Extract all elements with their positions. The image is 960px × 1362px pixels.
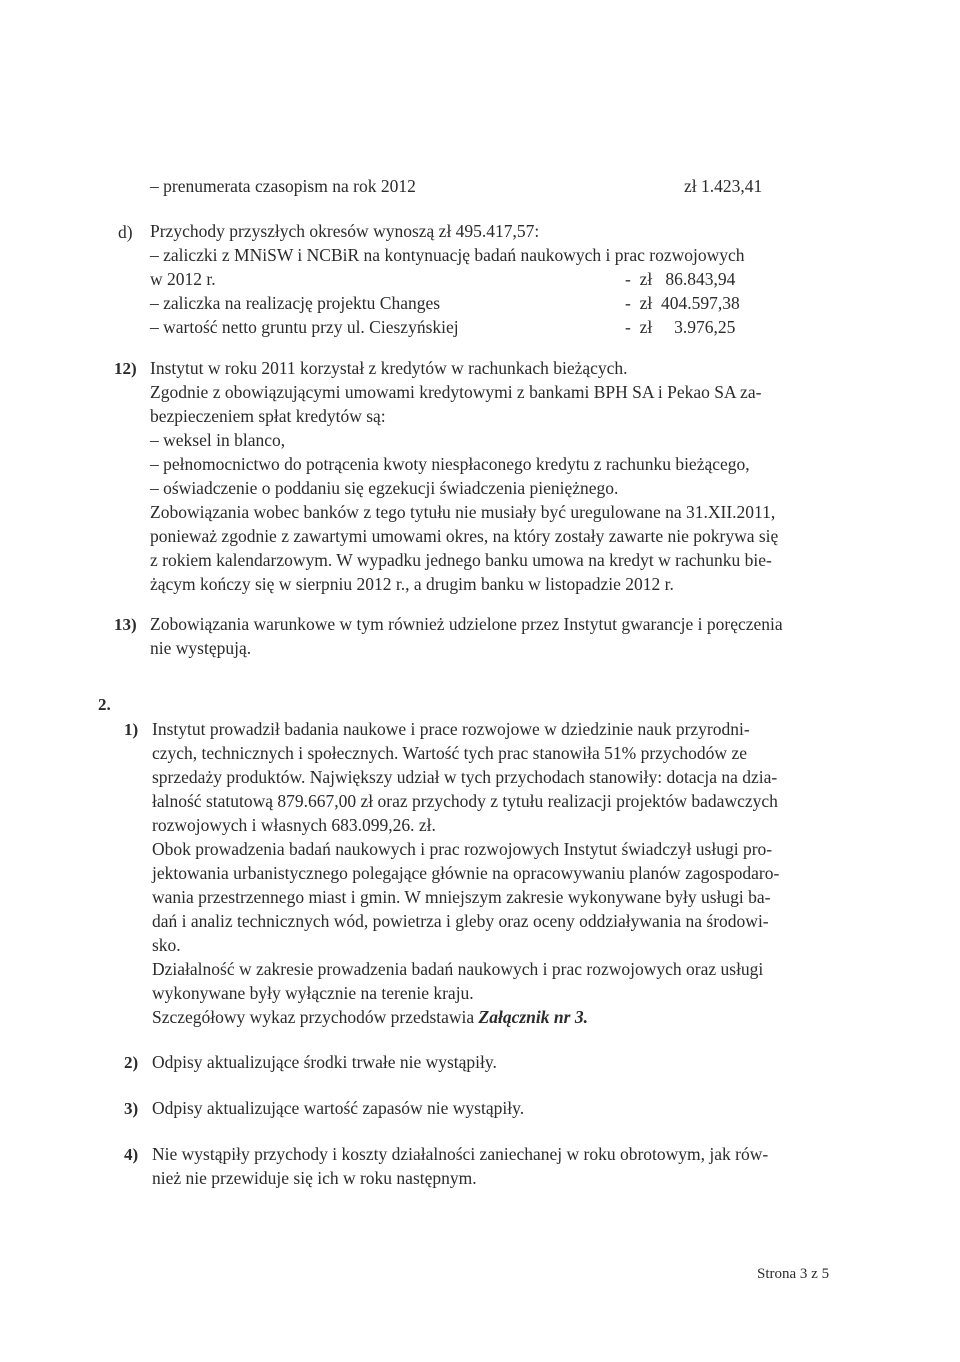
section-2-item-2-line: Odpisy aktualizujące środki trwałe nie wystąpiły. (152, 1052, 497, 1072)
subscription-amount: zł 1.423,41 (684, 176, 763, 196)
subscription-line: – prenumerata czasopism na rok 2012 (150, 176, 416, 196)
summary-prefix: Szczegółowy wykaz przychodów przedstawia (152, 1007, 479, 1027)
item-13-line: Zobowiązania warunkowe w tym również udzielone przez Instytut gwarancje i poręczenia (150, 614, 783, 634)
section-2-item-1-line: Instytut prowadził badania naukowe i prace rozwojowe w dziedzinie nauk przyrodni- (152, 719, 750, 739)
section-2-item-1-line: Obok prowadzenia badań naukowych i prac rozwojowych Instytut świadczył usługi pro- (152, 839, 773, 859)
item-12-line: – oświadczenie o poddaniu się egzekucji świadczenia pieniężnego. (150, 478, 619, 498)
section-d-amount: - zł 404.597,38 (625, 293, 740, 313)
page-number: Strona 3 z 5 (757, 1266, 830, 1282)
item-12-line: Zobowiązania wobec banków z tego tytułu nie musiały być uregulowane na 31.XII.2011, (150, 502, 776, 522)
attachment-reference: Załącznik nr 3. (478, 1007, 588, 1027)
section-d-amount: - zł 3.976,25 (625, 317, 736, 337)
section-2-item-1-line: jektowania urbanistycznego polegające głównie na opracowywaniu planów zagospodaro- (152, 863, 780, 883)
section-2-item-1-line: łalność statutową 879.667,00 zł oraz przychody z tytułu realizacji projektów badawczych (152, 791, 778, 811)
section-d-line: – zaliczka na realizację projektu Changes (150, 293, 441, 313)
section-2-item-1-line: sko. (152, 935, 181, 955)
section-2-item-2-marker: 2) (124, 1053, 139, 1072)
item-12-marker: 12) (114, 359, 137, 378)
item-13-marker: 13) (114, 615, 137, 634)
section-2-item-3-line: Odpisy aktualizujące wartość zapasów nie wystąpiły. (152, 1098, 525, 1118)
section-2-item-1-summary-line (152, 1006, 588, 1028)
item-12-line: z rokiem kalendarzowym. W wypadku jednego banku umowa na kredyt w rachunku bie- (150, 550, 772, 570)
section-2-marker: 2. (98, 695, 111, 714)
item-12-line: ponieważ zgodnie z zawartymi umowami okres, na który zostały zawarte nie pokrywa się (150, 526, 779, 546)
item-12-line: Zgodnie z obowiązującymi umowami kredytowymi z bankami BPH SA i Pekao SA za- (150, 382, 762, 402)
item-12-line: żącym kończy się w sierpniu 2012 r., a drugim banku w listopadzie 2012 r. (150, 574, 674, 594)
section-2-item-4-line: nież nie przewiduje się ich w roku następnym. (152, 1168, 477, 1188)
section-2-item-1-line: wania przestrzennego miast i gmin. W mniejszym zakresie wykonywane były usługi ba- (152, 887, 771, 907)
section-d-heading: Przychody przyszłych okresów wynoszą zł 495.417,57: (150, 221, 540, 241)
section-2-item-4-line: Nie wystąpiły przychody i koszty działalności zaniechanej w roku obrotowym, jak rów- (152, 1144, 769, 1164)
section-2-item-1-line: Działalność w zakresie prowadzenia badań naukowych i prac rozwojowych oraz usługi (152, 959, 764, 979)
item-12-line: – weksel in blanco, (150, 430, 286, 450)
section-2-item-1-line: wykonywane były wyłącznie na terenie kraju. (152, 983, 474, 1003)
section-d-line: w 2012 r. (150, 269, 216, 289)
section-2-item-1-line: sprzedaży produktów. Największy udział w tych przychodach stanowiły: dotacja na dzia- (152, 767, 778, 787)
section-2-item-1-marker: 1) (124, 720, 139, 739)
section-2-item-1-line: czych, technicznych i społecznych. Wartość tych prac stanowiła 51% przychodów ze (152, 743, 747, 763)
item-12-line: bezpieczeniem spłat kredytów są: (150, 406, 386, 426)
section-2-item-1-line: dań i analiz technicznych wód, powietrza i gleby oraz oceny oddziaływania na środowi- (152, 911, 769, 931)
section-2-item-4-marker: 4) (124, 1145, 139, 1164)
section-d-amount: - zł 86.843,94 (625, 269, 736, 289)
section-d-line: – wartość netto gruntu przy ul. Cieszyńskiej (150, 317, 459, 337)
section-d-line: – zaliczki z MNiSW i NCBiR na kontynuację badań naukowych i prac rozwojowych (150, 245, 745, 265)
item-13-line: nie występują. (150, 638, 252, 658)
section-2-item-1-line: rozwojowych i własnych 683.099,26. zł. (152, 815, 436, 835)
item-12-line: – pełnomocnictwo do potrącenia kwoty niespłaconego kredytu z rachunku bieżącego, (150, 454, 750, 474)
section-2-item-3-marker: 3) (124, 1099, 139, 1118)
section-d-marker: d) (118, 222, 133, 242)
item-12-line: Instytut w roku 2011 korzystał z kredytów w rachunkach bieżących. (150, 358, 628, 378)
